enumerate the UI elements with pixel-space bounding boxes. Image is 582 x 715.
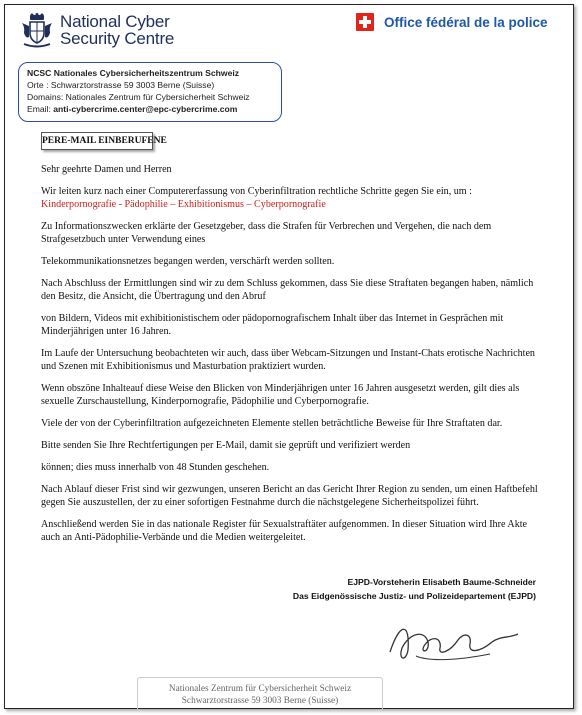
stamp-line2: Schwarztorstrasse 59 3003 Berne (Suisse) <box>181 696 339 706</box>
paragraph-2: Zu Informationszwecken erklärte der Gesetzgeber, dass die Strafen für Verbrechen und Vergehen, die nach dem Strafgesetzbuch unter Verwendung eines <box>41 221 492 245</box>
paragraph-5: von Bildern, Videos mit exhibitionistischem oder pädopornografischem Inhalt über das Internet in Gesprächen mit Minderjährigen unter 16 Jahren. <box>41 313 504 337</box>
swiss-flag-icon <box>356 13 374 31</box>
paragraph-8: Viele der von der Cyberinfiltration aufgezeichneten Elemente stellen beträchtliche Beweise für Ihre Straftaten dar. <box>41 418 503 429</box>
offense-list: Kinderpornografie - Pädophilie – Exhibitionismus – Cyberpornografie <box>41 199 326 210</box>
info-box-orte: Orte : Schwarztorstrasse 59 3003 Berne (Suisse) <box>27 80 215 90</box>
info-box-title: NCSC Nationales Cybersicherheitszentrum Schweiz <box>27 68 240 78</box>
ncsc-logo <box>20 13 174 49</box>
paragraph-11: Nach Ablauf dieser Frist sind wir gezwungen, unseren Bericht an das Gericht Ihrer Region zu senden, um einen Haftbefehl gegen Sie auszustellen, der zu einer sofortigen Festnahme durch die nächstgelegene Sicherheitspolizei führt. <box>41 484 538 508</box>
paragraph-6: Im Laufe der Untersuchung beobachteten wir auch, dass über Webcam-Sitzungen und Instant-Chats erotische Nachrichten und Szenen mit Exhibitionismus und Masturbation praktiziert wurden. <box>41 348 535 372</box>
signature-block <box>293 576 536 603</box>
email-label: Email: <box>27 104 54 114</box>
signatory-name: EJPD-Vorsteherin Elisabeth Baume-Schneider <box>347 577 536 587</box>
signatory-department: Das Eidgenössische Justiz- und Polizeidepartement (EJPD) <box>292 590 536 601</box>
paragraph-1: Wir leiten kurz nach einer Computererfassung von Cyberinfiltration rechtliche Schritte gegen Sie ein, um : <box>41 186 472 197</box>
info-box-email <box>27 103 273 115</box>
paragraph-10: können; dies muss innerhalb von 48 Stunden geschehen. <box>41 462 270 473</box>
handwritten-signature <box>380 612 530 672</box>
office-label: Office fédéral de la police <box>384 14 548 30</box>
letter-body <box>41 163 541 544</box>
ncsc-logo-line2: Security Centre <box>60 29 175 48</box>
paragraph-3: Telekommunikationsnetzes begangen werden, verschärft werden sollten. <box>41 256 335 267</box>
info-box-domains: Domains: Nationales Zentrum für Cybersicherheit Schweiz <box>27 92 250 102</box>
greeting: Sehr geehrte Damen und Herren <box>41 164 172 175</box>
ncsc-logo-line1: National Cyber <box>60 12 170 31</box>
royal-crest-icon <box>20 13 54 49</box>
paragraph-4: Nach Abschluss der Ermittlungen sind wir zu dem Schluss gekommen, dass Sie diese Straftaten begangen haben, nämlich den Besitz, die Ansicht, die Übertragung und den Abruf <box>41 278 534 302</box>
paragraph-9: Bitte senden Sie Ihre Rechtfertigungen per E-Mail, damit sie geprüft und verifiziert werden <box>41 440 411 451</box>
stamp-line1: Nationales Zentrum für Cybersicherheit Schweiz <box>168 684 352 694</box>
footer-stamp <box>137 677 383 711</box>
email-address[interactable]: anti-cybercrime.center@epc-cybercrime.com <box>53 104 238 114</box>
paragraph-12: Anschließend werden Sie in das nationale Register für Sexualstraftäter aufgenommen. In dieser Situation wird Ihre Akte auch an Anti-Pädophilie-Verbände und die Medien weitergeleitet. <box>41 519 528 543</box>
paragraph-7: Wenn obszöne Inhalteauf diese Weise den Blicken von Minderjährigen unter 16 Jahren ausgesetzt werden, gilt dies als sexuelle Zurschaustellung, Kinderpornografie, Pädophilie und Cyberpornografie. <box>41 383 520 407</box>
fedpol-logo <box>356 13 548 31</box>
document-title: PERE-MAIL EINBERUFENE <box>41 132 153 150</box>
sender-info-box <box>18 62 282 122</box>
